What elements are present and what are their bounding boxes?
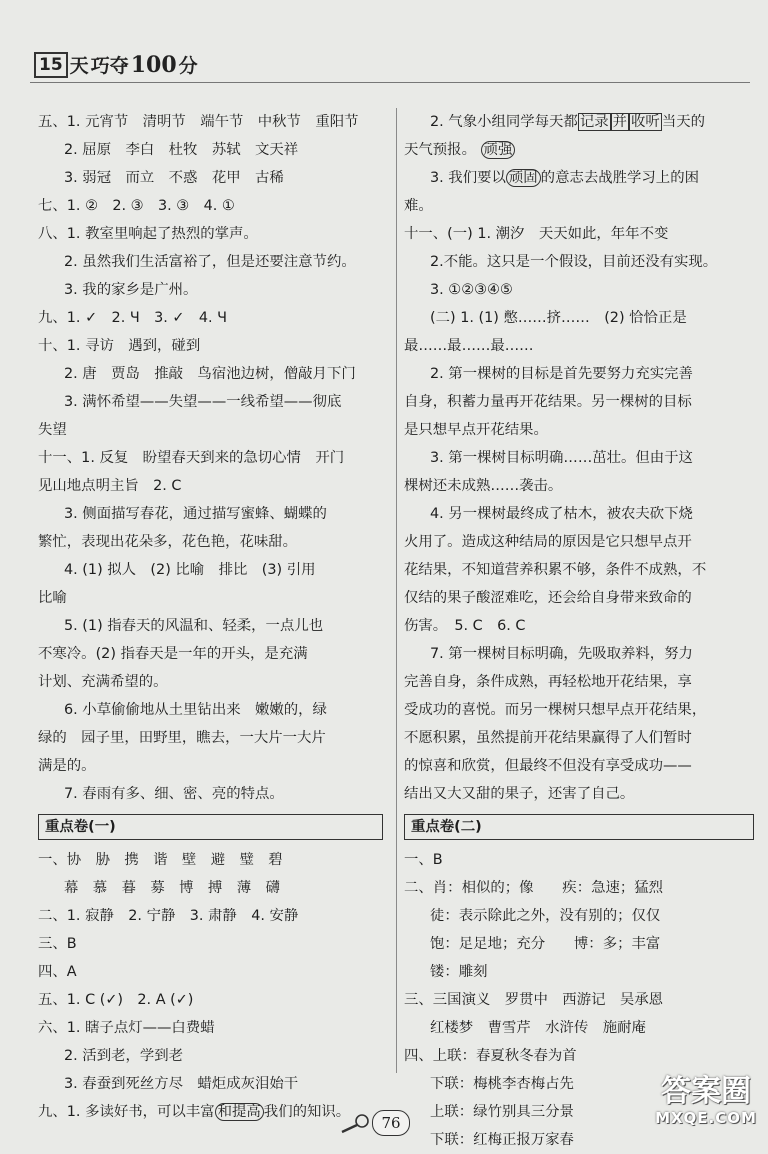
answer-line: 2.不能。这只是一个假设，目前还没有实现。 xyxy=(430,254,718,270)
answer-line: 比喻 xyxy=(38,590,67,606)
answer-line: 九、1. ✓ 2. Ч 3. ✓ 4. Ч xyxy=(38,310,228,326)
answer-line xyxy=(404,136,754,164)
answer-line: 三、三国演义 罗贯中 西游记 吴承恩 xyxy=(404,992,664,1008)
answer-line: 4. 另一棵树最终成了枯木，被农夫砍下烧 xyxy=(430,506,693,522)
answer-line: 十、1. 寻访 遇到，碰到 xyxy=(38,338,201,354)
answer-text: 3. 我们要以 xyxy=(430,170,506,186)
answer-line: 3. 我的家乡是广州。 xyxy=(64,282,198,298)
column-divider xyxy=(396,108,397,1073)
answer-line: 饱：足足地；充分 博：多；丰富 xyxy=(430,936,661,952)
title-text: 巧夺 xyxy=(90,55,129,77)
answer-line: 5. (1) 指春天的风温和、轻柔，一点儿也 xyxy=(64,618,324,634)
correction-word: 顽强 xyxy=(481,141,516,159)
answer-line: 四、上联：春夏秋冬春为首 xyxy=(404,1048,577,1064)
answer-line: 仅结的果子酸涩难吃，还会给自身带来致命的 xyxy=(404,590,692,606)
right-column xyxy=(404,108,754,1154)
answer-line: 2. 屈原 李白 杜牧 苏轼 文天祥 xyxy=(64,142,299,158)
answer-text: 天气预报。 xyxy=(404,142,476,158)
section-title-key-paper-1: 重点卷(一) xyxy=(38,814,383,840)
answer-line: 二、肖：相似的；像 疾：急速；猛烈 xyxy=(404,880,664,896)
answer-line: 2. 第一棵树的目标是首先要努力充实完善 xyxy=(430,366,693,382)
circled-word: 顽固 xyxy=(506,169,541,187)
inserted-word-mark: 和提高 xyxy=(215,1103,264,1121)
answer-line: 六、1. 瞎子点灯——白费蜡 xyxy=(38,1020,215,1036)
answer-line: 下联：红梅正报万家春 xyxy=(430,1132,574,1148)
answer-text: 九、1. 多读好书，可以丰富 xyxy=(38,1104,215,1120)
answer-line: 2. 活到老，学到老 xyxy=(64,1048,184,1064)
answer-line: 棵树还未成熟……袭击。 xyxy=(404,478,563,494)
answer-line: 2. 虽然我们生活富裕了，但是还要注意节约。 xyxy=(64,254,356,270)
answer-line: 3. ①②③④⑤ xyxy=(430,282,513,298)
answer-line: 计划、充满希望的。 xyxy=(38,674,168,690)
answer-line: 花结果，不知道营养积累不够，条件不成熟，不 xyxy=(404,562,707,578)
answer-line: 十一、1. 反复 盼望春天到来的急切心情 开门 xyxy=(38,450,345,466)
answer-line: 镂：雕刻 xyxy=(430,964,488,980)
title-score: 100 xyxy=(130,52,177,78)
answer-line: 三、B xyxy=(38,936,77,952)
answer-line: 四、A xyxy=(38,964,77,980)
answer-line: 满是的。 xyxy=(38,758,96,774)
answer-line: 最……最……最…… xyxy=(404,338,534,354)
answer-line: 难。 xyxy=(404,198,433,214)
watermark-url: MXQE.COM xyxy=(655,1109,757,1127)
site-watermark xyxy=(650,1075,762,1133)
answer-line: 一、B xyxy=(404,852,443,868)
answer-line: 6. 小草偷偷地从土里钻出来 嫩嫩的，绿 xyxy=(64,702,327,718)
watermark-logo-text: 答案圈 xyxy=(661,1074,751,1109)
answer-line: 见山地点明主旨 2. C xyxy=(38,478,182,494)
answer-line: 繁忙，表现出花朵多，花色艳，花味甜。 xyxy=(38,534,298,550)
answer-line: 二、1. 寂静 2. 宁静 3. 肃静 4. 安静 xyxy=(38,908,299,924)
answer-line: 十一、(一) 1. 潮汐 天天如此，年年不变 xyxy=(404,226,669,242)
answer-line: 受成功的喜悦。而另一棵树只想早点开花结果， xyxy=(404,702,707,718)
answer-line: 下联：梅桃李杏梅占先 xyxy=(430,1076,574,1092)
answer-line: 完善自身，条件成熟，再轻松地开花结果，享 xyxy=(404,674,692,690)
answer-line: 五、1. C (✓) 2. A (✓) xyxy=(38,992,194,1008)
answer-line: 7. 春雨有多、细、密、亮的特点。 xyxy=(64,786,284,802)
answer-line: 不愿积累，虽然提前开花结果赢得了人们暂时 xyxy=(404,730,692,746)
answer-line: 3. 第一棵树目标明确……茁壮。但由于这 xyxy=(430,450,693,466)
days-number: 15 xyxy=(34,52,68,78)
boxed-word: 记录 xyxy=(579,114,609,130)
answer-text: 我们的知识。 xyxy=(263,1104,351,1120)
answer-line: 五、1. 元宵节 清明节 端午节 中秋节 重阳节 xyxy=(38,114,359,130)
left-column xyxy=(38,108,383,1126)
page-number: 76 xyxy=(372,1110,410,1136)
answer-line: 七、1. ② 2. ③ 3. ③ 4. ① xyxy=(38,198,235,214)
answer-line: 失望 xyxy=(38,422,67,438)
answer-line: 3. 侧面描写春花，通过描写蜜蜂、蝴蝶的 xyxy=(64,506,327,522)
header-divider xyxy=(30,82,750,83)
days-unit: 天 xyxy=(69,55,89,77)
answer-line: 结出又大又甜的果子，还害了自己。 xyxy=(404,786,635,802)
answer-line: 3. 弱冠 而立 不惑 花甲 古稀 xyxy=(64,170,284,186)
answer-line: 伤害。 5. C 6. C xyxy=(404,618,526,634)
answer-line: 徒：表示除此之外，没有别的；仅仅 xyxy=(430,908,661,924)
answer-text: 当天的 xyxy=(661,114,706,130)
answer-line: (二) 1. (1) 憋……挤…… (2) 恰恰正是 xyxy=(430,310,687,326)
section-title-key-paper-2: 重点卷(二) xyxy=(404,814,754,840)
answer-line: 一、协 胁 携 谐 壁 避 璧 碧 xyxy=(38,852,283,868)
answer-line xyxy=(38,1098,383,1126)
answer-line: 绿的 园子里，田野里，瞧去，一大片一大片 xyxy=(38,730,326,746)
answer-line: 八、1. 教室里响起了热烈的掌声。 xyxy=(38,226,258,242)
answer-line xyxy=(404,164,754,192)
answer-line: 不寒冷。(2) 指春天是一年的开头，是充满 xyxy=(38,646,308,662)
answer-line: 的惊喜和欣赏，但最终不但没有享受成功—— xyxy=(404,758,692,774)
answer-line: 是只想早点开花结果。 xyxy=(404,422,548,438)
answer-line: 红楼梦 曹雪芹 水浒传 施耐庵 xyxy=(430,1020,646,1036)
magnifier-icon xyxy=(340,1112,370,1134)
answer-line: 自身，积蓄力量再开花结果。另一棵树的目标 xyxy=(404,394,692,410)
answer-line: 4. (1) 拟人 (2) 比喻 排比 (3) 引用 xyxy=(64,562,316,578)
book-title-logo xyxy=(34,44,198,78)
answer-line: 2. 唐 贾岛 推敲 鸟宿池边树，僧敲月下门 xyxy=(64,366,356,382)
answer-line: 7. 第一棵树目标明确，先吸取养料，努力 xyxy=(430,646,693,662)
answer-text: 的意志去战胜学习上的困 xyxy=(540,170,699,186)
answer-line: 火用了。造成这种结局的原因是它只想早点开 xyxy=(404,534,692,550)
answer-line: 上联：绿竹别具三分景 xyxy=(430,1104,574,1120)
answer-line: 幕 慕 暮 募 博 搏 薄 礴 xyxy=(64,880,280,896)
title-score-unit: 分 xyxy=(178,55,198,77)
answer-line: 3. 满怀希望——失望——一线希望——彻底 xyxy=(64,394,342,410)
answer-line xyxy=(404,108,754,136)
answer-line: 3. 春蚕到死丝方尽 蜡炬成灰泪始干 xyxy=(64,1076,299,1092)
answer-text: 2. 气象小组同学每天都 xyxy=(430,114,578,130)
boxed-word: 并 xyxy=(612,114,628,130)
boxed-word: 收听 xyxy=(631,114,660,130)
